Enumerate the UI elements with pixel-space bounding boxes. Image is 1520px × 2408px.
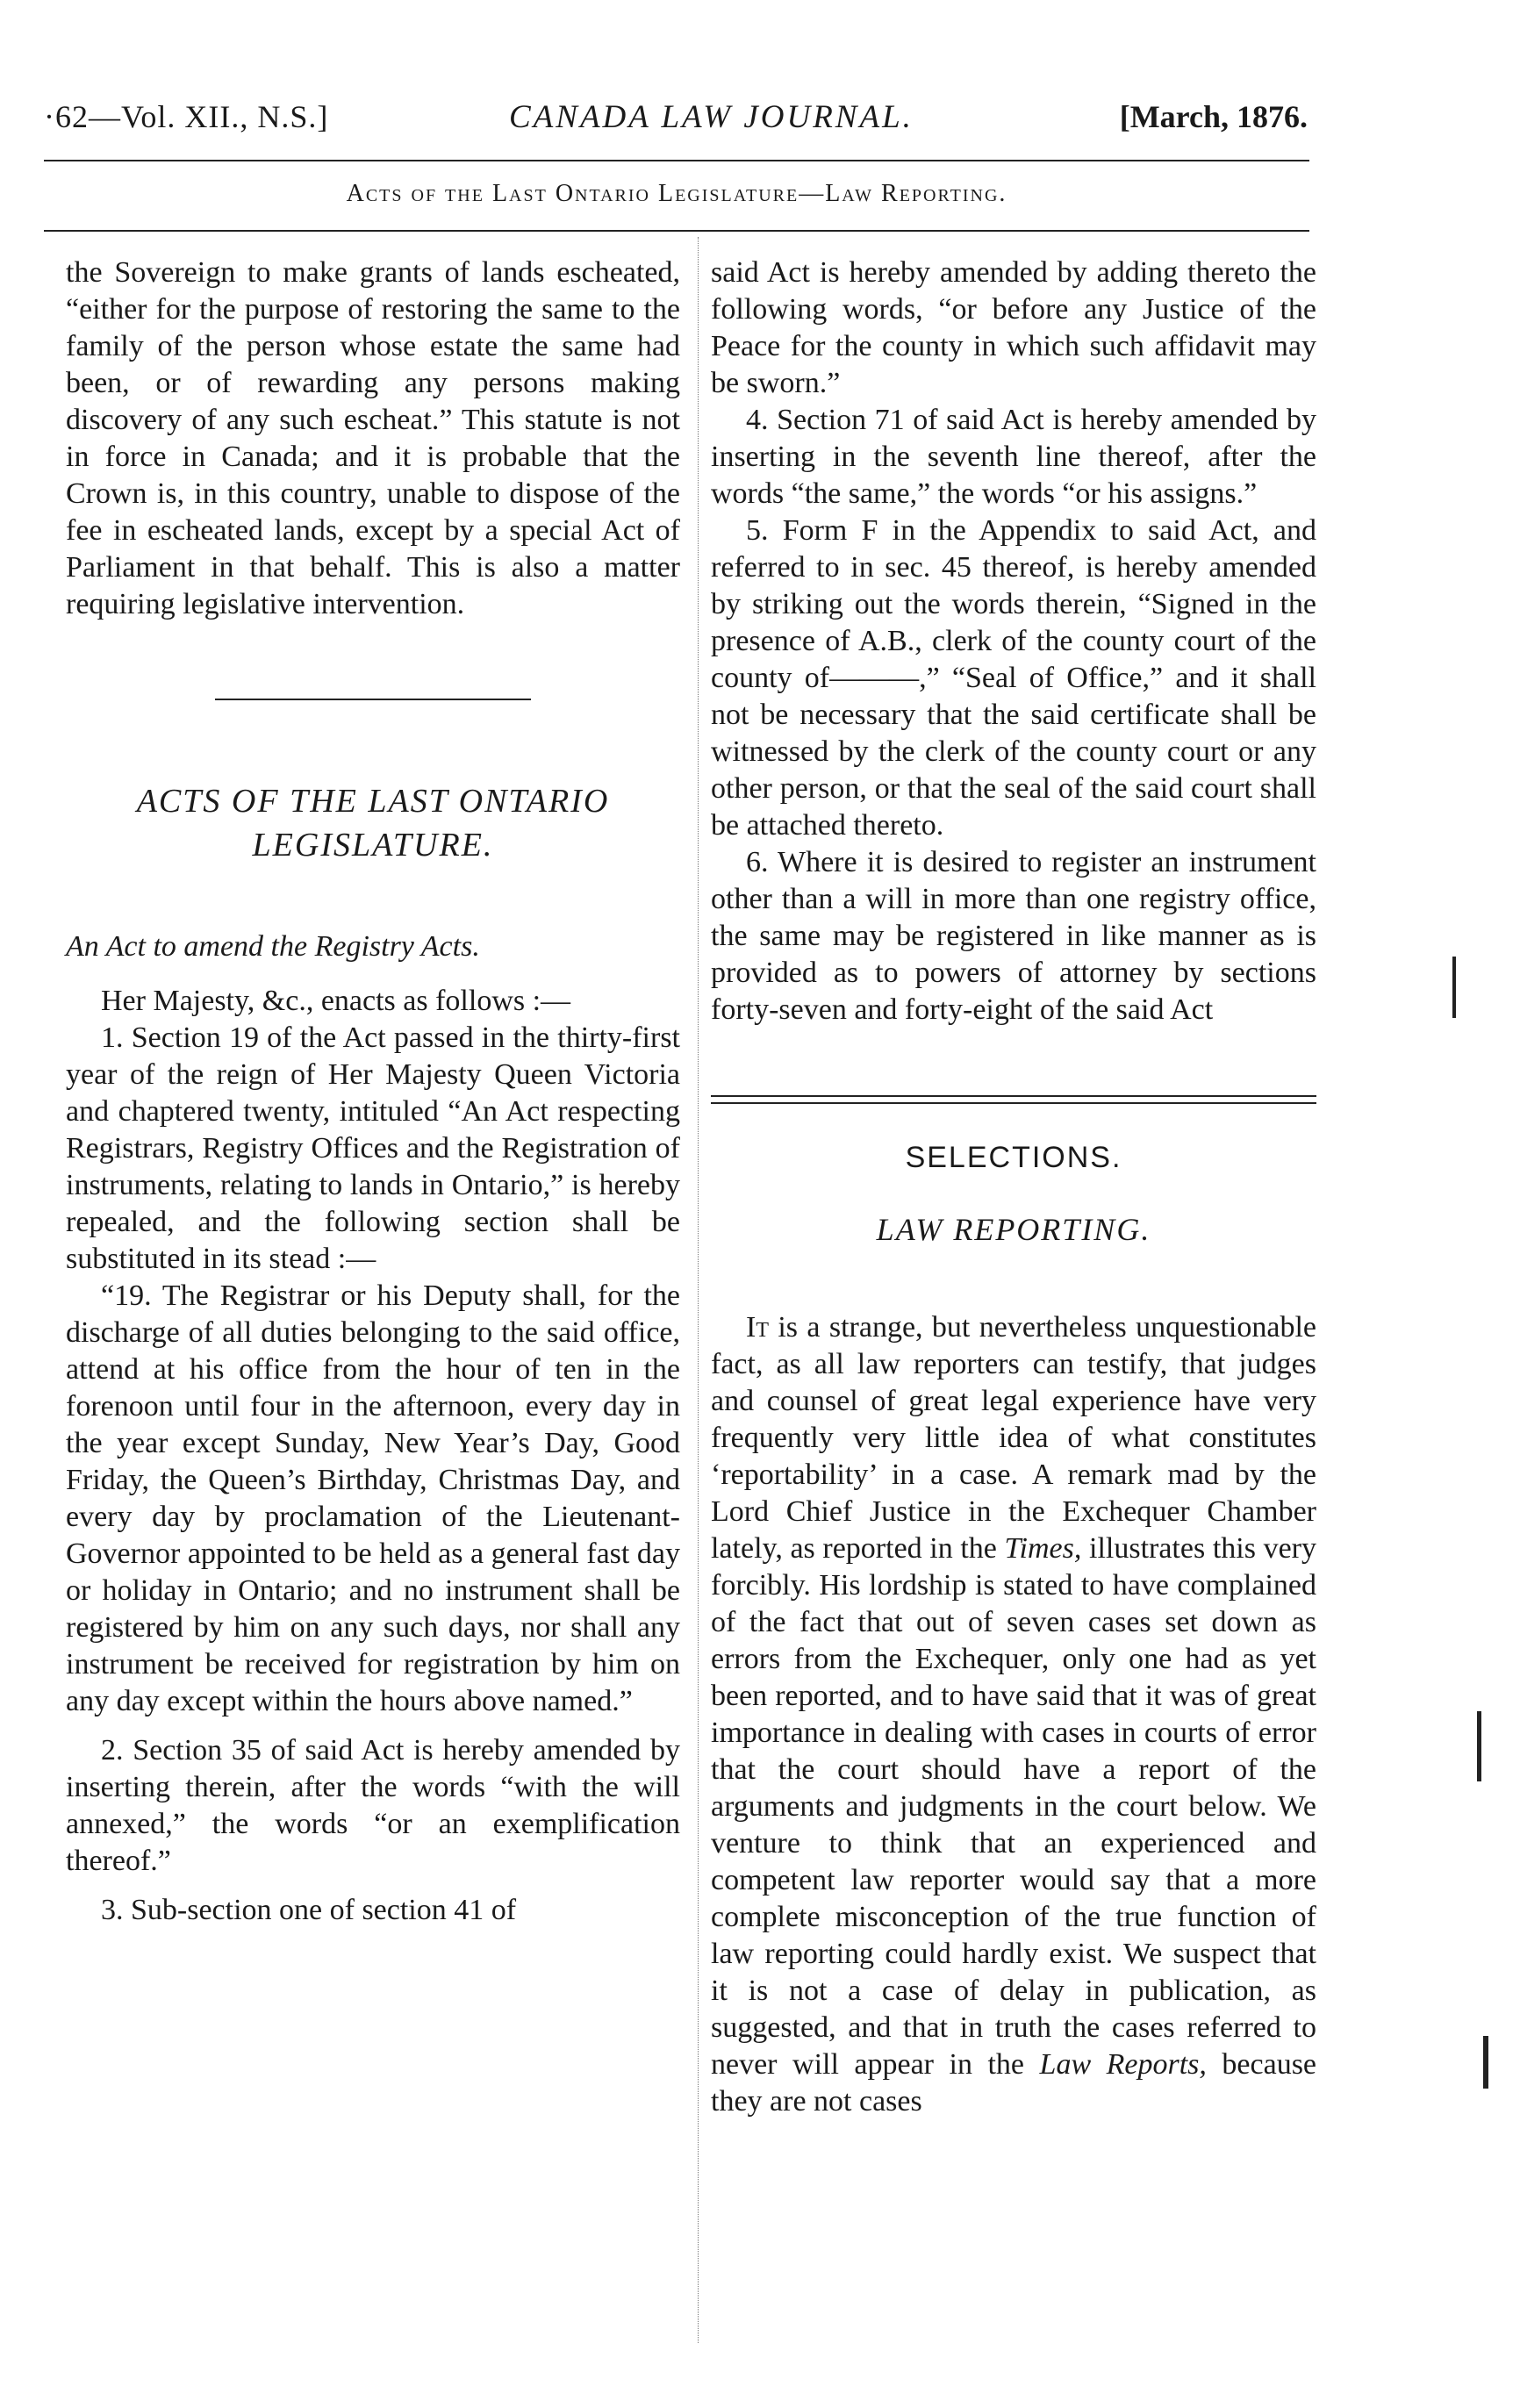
- scan-edge-mark: [1483, 2036, 1488, 2089]
- selections-heading: SELECTIONS.: [905, 1141, 1122, 1174]
- selections-double-rule: [711, 1095, 1316, 1104]
- law-reports-reference: Law Reports,: [1039, 2048, 1207, 2081]
- column-divider: [698, 237, 699, 2343]
- section-3-start: 3. Sub-section one of section 41 of: [101, 1894, 517, 1926]
- section-6-paragraph: 6. Where it is desired to register an instrument other than a will in more than one registry office, the same may be registered in like manner as is provided as to powers of attorney by sections forty-seven and forty-eight of the said Act: [711, 846, 1316, 1026]
- scan-edge-mark: [1452, 957, 1456, 1018]
- left-column: [66, 254, 680, 1929]
- journal-title: CANADA LAW JOURNAL.: [509, 99, 914, 135]
- lr-text-1: is a strange, but nevertheless unquestionable fact, as all law reporters can testify, that judges and counsel of great legal experience have very frequently very little idea of what constitutes ‘reportability’ in a case. A remark mad by the Lord Chief Justice in the Exchequer Chamber lately, as reported in the: [711, 1311, 1317, 1565]
- subheader-rule: [44, 230, 1309, 232]
- volume-page-label: ·62—Vol. XII., N.S.]: [44, 99, 329, 134]
- law-reporting-heading: LAW REPORTING.: [876, 1212, 1151, 1247]
- escheat-paragraph: the Sovereign to make grants of lands escheated, “either for the purpose of restoring the same to the family of the person whose estate the same had been, or of rewarding any persons making discovery of any such escheat.” This statute is not in force in Canada; and it is probable that the Crown is, in this country, unable to dispose of the fee in escheated lands, except by a special Act of Parliament in that behalf. This is also a matter requiring legislative intervention.: [66, 256, 680, 620]
- section-2-paragraph: 2. Section 35 of said Act is hereby amended by inserting therein, after the words “with the will annexed,” the words “or an exemplification thereof.”: [66, 1734, 680, 1877]
- running-head: [44, 98, 1308, 151]
- section-subheader: Acts of the Last Ontario Legislature—Law Reporting.: [346, 180, 1007, 207]
- section-4-paragraph: 4. Section 71 of said Act is hereby amended by inserting in the seventh line thereof, after the words “the same,” the words “or his assigns.”: [711, 404, 1316, 510]
- scan-edge-mark: [1477, 1711, 1481, 1781]
- section-5-paragraph: 5. Form F in the Appendix to said Act, and referred to in sec. 45 thereof, is hereby amended by striking out the words therein, “Signed in the presence of A.B., clerk of the county court of the county of———,” “Seal of Office,” and it shall not be necessary that the said certificate shall be witnessed by the clerk of the county court or any other person, or that the seal of the said court shall be attached thereto.: [711, 514, 1316, 842]
- section-1-paragraph: 1. Section 19 of the Act passed in the thirty-first year of the reign of Her Majesty Queen Victoria and chaptered twenty, intituled “An Act respecting Registrars, Registry Offices and the Registration of instruments, relating to lands in Ontario,” is hereby repealed, and the following section shall be substituted in its stead :—: [66, 1021, 680, 1275]
- right-column: [711, 254, 1316, 2120]
- header-rule: [44, 160, 1309, 161]
- law-reporting-paragraph: [711, 1309, 1316, 2120]
- drop-word: It: [746, 1311, 769, 1344]
- lr-text-2: illustrates this very forcibly. His lordship is stated to have complained of the fact that out of seven cases set down as errors from the Exchequer, only one had as yet been reported, and to have said that it was of great importance in dealing with cases in courts of error that the court should have a report of the arguments and judgments in the court below. We venture to think that an experienced and competent law reporter would say that a more complete misconception of the true function of law reporting could hardly exist. We suspect that it is not a case of delay in publication, as suggested, and that in truth the cases referred to never will appear in the: [711, 1532, 1316, 2081]
- times-reference: Times,: [1004, 1532, 1082, 1565]
- issue-date: [March, 1876.: [1119, 99, 1308, 134]
- enacting-clause: Her Majesty, &c., enacts as follows :—: [101, 985, 571, 1017]
- acts-section-title: ACTS OF THE LAST ONTARIO LEGISLATURE.: [136, 783, 610, 864]
- section-3-continuation: said Act is hereby amended by adding thereto the following words, “or before any Justice of the Peace for the county in which such affidavit may be sworn.”: [711, 256, 1316, 399]
- section-19-paragraph: “19. The Registrar or his Deputy shall, for the discharge of all duties belonging to the said office, attend at his office from the hour of ten in the forenoon until four in the afternoon, every day in the year except Sunday, New Year’s Day, Good Friday, the Queen’s Birthday, Christmas Day, and every day by proclamation of the Lieutenant-Governor appointed to be held as a general fast day or holiday in Ontario; and no instrument shall be registered by him on any such days, nor shall any instrument be received for registration by him on any day except within the hours above named.”: [66, 1279, 680, 1717]
- act-title: An Act to amend the Registry Acts.: [66, 930, 480, 963]
- lr-text-3: because they are not cases: [711, 2048, 1317, 2118]
- section-separator: [215, 699, 531, 700]
